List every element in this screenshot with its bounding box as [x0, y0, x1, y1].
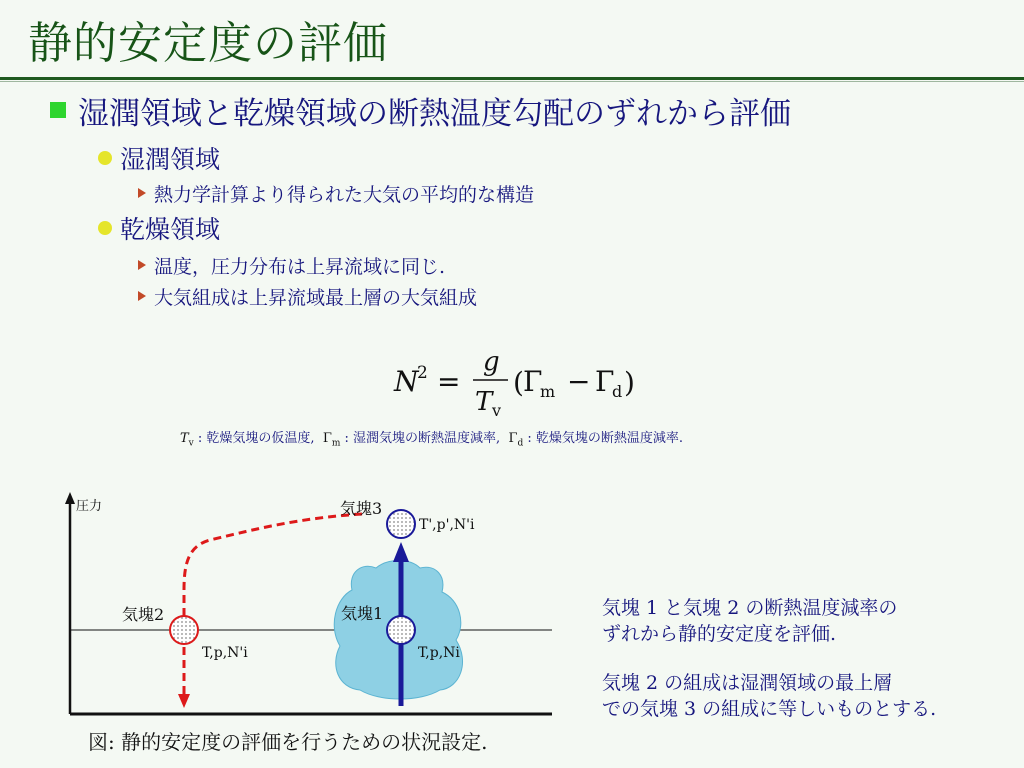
stability-formula [380, 342, 660, 422]
parcel-1-vars: T,p,Ni [418, 645, 460, 661]
note-2-line-1: 気塊 2 の組成は湿潤領域の最上層 [602, 672, 893, 694]
triangle-bullet-icon [138, 188, 146, 198]
updraft-arrowhead [393, 542, 409, 562]
note-2 [602, 670, 936, 722]
triangle-bullet-icon [138, 260, 146, 270]
formula-lhs: N [394, 365, 419, 398]
bullet-moist-item-text: 熱力学計算より得られた大気の平均的な構造 [154, 183, 535, 206]
bullet-dry-region [98, 211, 220, 245]
bullet-moist-label: 湿潤領域 [120, 145, 221, 174]
legend-gm-desc: : 湿潤気塊の断熱温度減率, [344, 431, 501, 446]
legend-gd-symbol: Γ [508, 431, 518, 446]
parcel-1 [387, 616, 415, 644]
parcel-2-vars: T,p,N'i [202, 645, 248, 661]
parcel-1-label: 気塊1 [341, 604, 384, 623]
bullet-dry-item-2-text: 大気組成は上昇流域最上層の大気組成 [154, 286, 478, 309]
note-1-line-2: ずれから静的安定度を評価. [602, 623, 837, 645]
bullet-dry-item-1-text: 温度，圧力分布は上昇流域に同じ. [154, 255, 446, 278]
circle-bullet-icon [98, 151, 112, 165]
formula-gamma-d: Γ [595, 365, 615, 398]
formula-denominator: T [475, 387, 493, 417]
square-bullet-icon [50, 102, 66, 118]
bullet-moist-region [98, 141, 220, 175]
legend-tv-sub: v [188, 438, 194, 449]
parcel-3-label: 気塊3 [340, 499, 383, 518]
pressure-axis-arrowhead [65, 492, 75, 504]
parcel-diagram [0, 480, 600, 720]
descent-path [184, 514, 362, 696]
bullet-dry-item-1 [138, 251, 445, 279]
parcel-3 [387, 510, 415, 538]
legend-tv-desc: : 乾燥気塊の仮温度, [197, 431, 315, 446]
parcel-3-vars: T',p',N'i [419, 517, 475, 533]
slide-title: 静的安定度の評価 [28, 18, 388, 69]
triangle-bullet-icon [138, 291, 146, 301]
main-bullet-text: 湿潤領域と乾燥領域の断熱温度勾配のずれから評価 [78, 95, 791, 132]
circle-bullet-icon [98, 221, 112, 235]
note-2-line-2: での気塊 3 の組成に等しいものとする. [602, 698, 937, 720]
formula-gamma-m: Γ [523, 365, 543, 398]
formula-numerator: g [483, 347, 500, 377]
note-1 [602, 595, 897, 647]
title-divider-shadow [0, 81, 1024, 82]
legend-gd-sub: d [517, 438, 524, 449]
legend-gd-desc: : 乾燥気塊の断熱温度減率. [527, 431, 684, 446]
formula-legend [180, 427, 683, 449]
legend-gm-symbol: Γ [322, 431, 332, 446]
formula-equals: = [437, 365, 461, 398]
legend-tv-symbol: T [180, 431, 189, 446]
pressure-axis-label: 圧力 [76, 499, 103, 514]
bullet-moist-item [138, 179, 534, 207]
bullet-dry-label: 乾燥領域 [120, 215, 221, 244]
bullet-dry-item-2 [138, 282, 477, 310]
main-bullet [50, 90, 791, 130]
title-divider [0, 77, 1024, 80]
formula-gamma-m-sub: m [540, 382, 556, 401]
formula-paren-close: ) [624, 366, 635, 399]
formula-lhs-exponent: 2 [417, 363, 428, 383]
legend-gm-sub: m [331, 438, 341, 449]
parcel-2-label: 気塊2 [122, 605, 165, 624]
descent-arrowhead [178, 694, 190, 708]
formula-gamma-d-sub: d [612, 382, 623, 401]
figure-caption: 図: 静的安定度の評価を行うための状況設定. [88, 730, 488, 754]
note-1-line-1: 気塊 1 と気塊 2 の断熱温度減率の [602, 597, 898, 619]
formula-denominator-sub: v [492, 401, 502, 420]
formula-paren-open: ( [513, 366, 524, 399]
formula-minus: − [567, 365, 591, 398]
parcel-2 [170, 616, 198, 644]
